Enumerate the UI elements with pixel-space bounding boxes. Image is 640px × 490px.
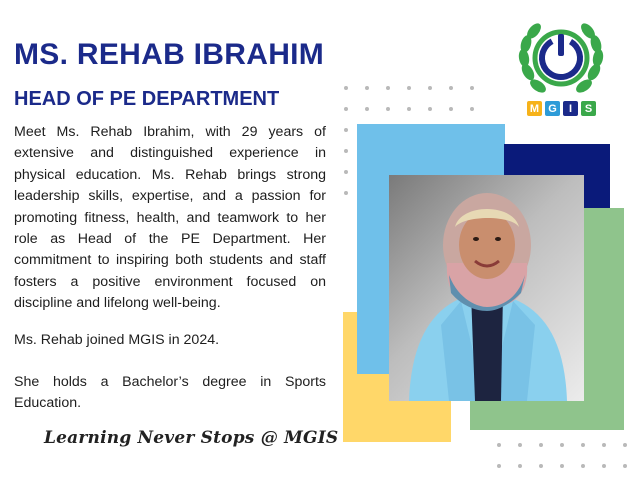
decor-dot — [365, 86, 369, 90]
mgis-letters — [527, 101, 596, 116]
decor-dot — [497, 464, 501, 468]
logo-letter-m: M — [527, 101, 542, 116]
decor-dot — [407, 86, 411, 90]
decor-dot — [602, 464, 606, 468]
joined-paragraph: Ms. Rehab joined MGIS in 2024. — [14, 332, 220, 348]
decor-dot — [470, 86, 474, 90]
decor-dot — [539, 464, 543, 468]
decor-dot — [560, 443, 564, 447]
decor-dot — [470, 107, 474, 111]
tagline: Learning Never Stops @ MGIS — [44, 428, 339, 448]
decor-dot — [518, 443, 522, 447]
decor-dot — [518, 464, 522, 468]
decor-dot — [344, 191, 348, 195]
decor-dot — [623, 443, 627, 447]
decor-dot — [386, 86, 390, 90]
logo-letter-g: G — [545, 101, 560, 116]
decor-dot — [428, 107, 432, 111]
decor-dot — [449, 86, 453, 90]
portrait-photo — [389, 175, 584, 401]
decor-dot — [344, 170, 348, 174]
mgis-logo-icon — [514, 10, 608, 106]
bio-paragraph: Meet Ms. Rehab Ibrahim, with 29 years of extensive and distinguished experience in physical education. Ms. Rehab brings strong leadership skills, expertise, and a passion for promoting fitness, health, and teamwork to her role as Head of the PE Department. Her commitment to inspiring both students and staff fosters a positive environment focused on discipline and lifelong well-being. — [14, 124, 326, 312]
decor-dot — [497, 443, 501, 447]
decor-dot — [344, 128, 348, 132]
logo-letter-i: I — [563, 101, 578, 116]
decor-dot — [539, 443, 543, 447]
decor-dot — [344, 86, 348, 90]
decor-dot — [386, 107, 390, 111]
decor-dot — [407, 107, 411, 111]
decor-dot — [344, 149, 348, 153]
decor-dot — [581, 443, 585, 447]
staff-name: MS. REHAB IBRAHIM — [14, 38, 325, 71]
decor-dot — [623, 464, 627, 468]
decor-dot — [581, 464, 585, 468]
staff-role: HEAD OF PE DEPARTMENT — [14, 88, 280, 110]
decor-dot — [428, 86, 432, 90]
decor-dot — [344, 107, 348, 111]
portrait-illustration — [389, 175, 584, 401]
logo-letter-s: S — [581, 101, 596, 116]
decor-dot — [365, 107, 369, 111]
decor-dot — [560, 464, 564, 468]
decor-dot — [449, 107, 453, 111]
degree-paragraph: She holds a Bachelor’s degree in Sports Education. — [14, 374, 326, 412]
decor-dot — [602, 443, 606, 447]
